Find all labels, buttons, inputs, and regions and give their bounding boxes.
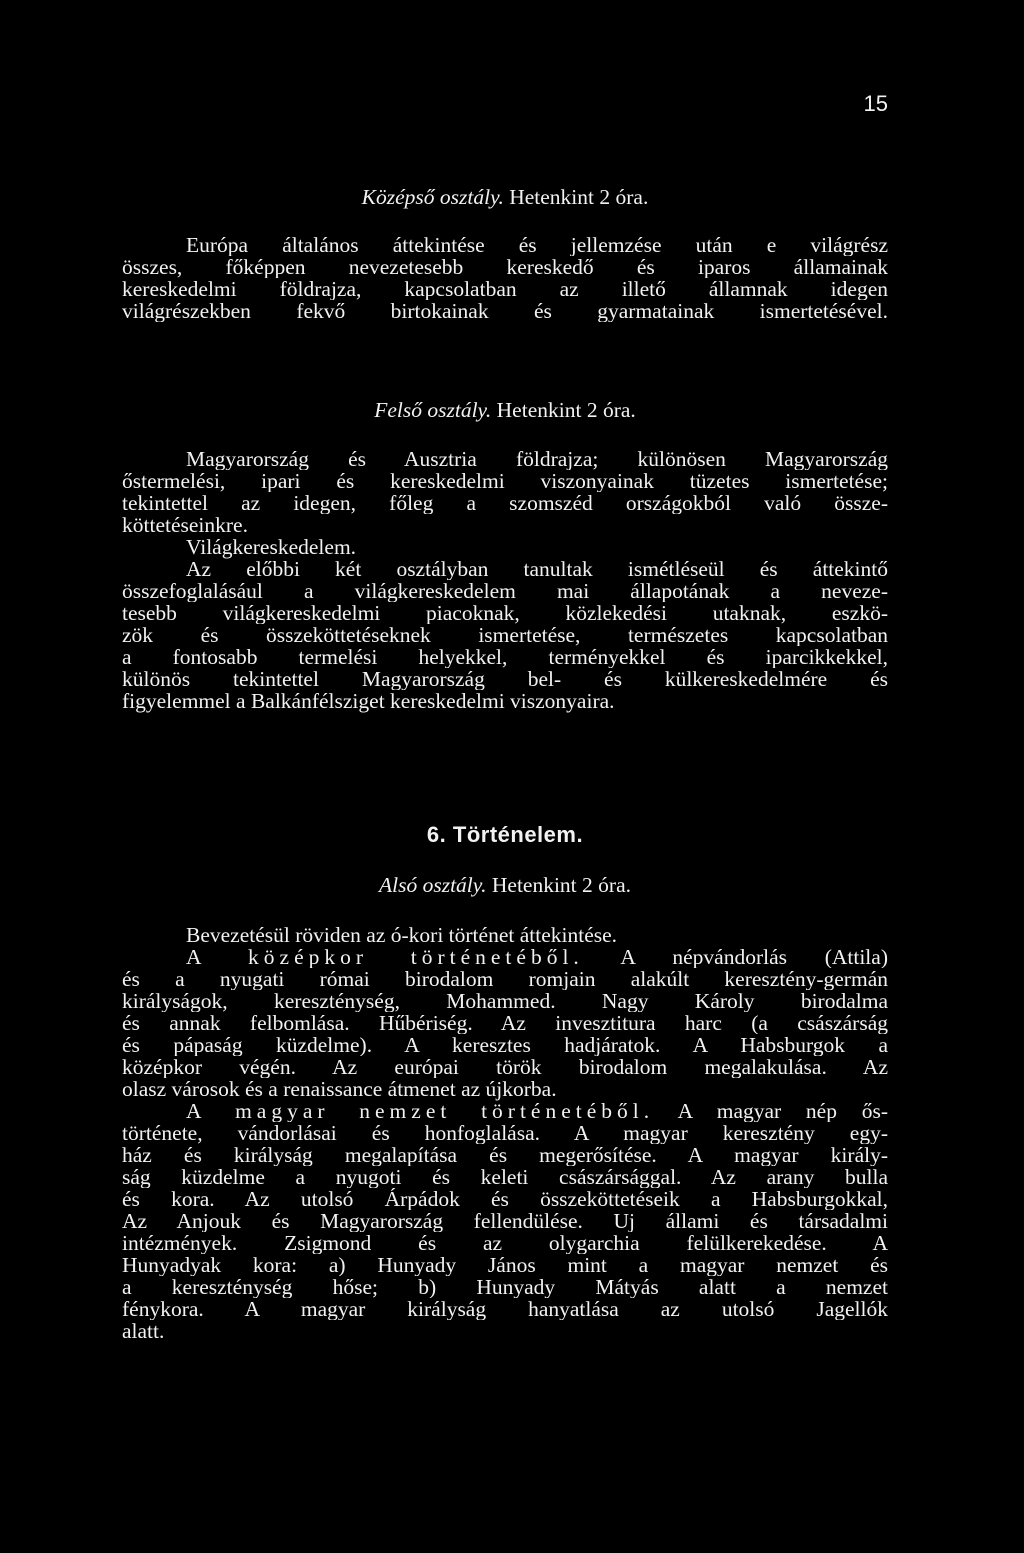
upper-class-heading — [122, 399, 888, 421]
middle-class-section — [122, 186, 888, 208]
paragraph-line: figyelemmel a Balkánfélsziget kereskedelmi viszonyaira. — [122, 689, 615, 713]
lower-class-heading — [122, 874, 888, 896]
paragraph-line: tekintettel az idegen, főleg a szomszéd országokból való össze- — [122, 492, 888, 514]
paragraph-line: a fontosabb termelési helyekkel, terményekkel és iparcikkekkel, — [122, 646, 888, 668]
page-number: 15 — [863, 91, 888, 116]
middle-class-heading-rest: Hetenkint 2 óra. — [503, 185, 649, 209]
paragraph-line: és kora. Az utolsó Árpádok és összeköttetéseik a Habsburgokkal, — [122, 1188, 888, 1210]
paragraph-line: köttetéseinkre. — [122, 513, 248, 537]
middle-class-heading-italic: Középső osztály. — [361, 185, 504, 209]
paragraph-line: világrészekben fekvő birtokainak és gyarmatainak ismertetésével. — [122, 300, 888, 322]
paragraph-line: és annak felbomlása. Hűbériség. Az invesztitura harc (a császárság — [122, 1012, 888, 1034]
paragraph-line: Bevezetésül röviden az ó-kori történet áttekintése. — [186, 923, 618, 947]
paragraph-line — [122, 1100, 888, 1122]
medieval-first-line: A népvándorlás (Attila) — [583, 946, 888, 968]
history-lower-class — [122, 874, 888, 896]
hungarian-subheading: A magyar nemzet történetéből. — [186, 1100, 655, 1122]
paragraph-line: Európa általános áttekintése és jellemzése után e világrész — [186, 234, 888, 256]
paragraph-line: olasz városok és a renaissance átmenet az újkorba. — [122, 1077, 557, 1101]
paragraph-line: Világkereskedelem. — [186, 535, 357, 559]
medieval-subheading: A középkor történetéből. — [186, 946, 584, 968]
lower-class-heading-rest: Hetenkint 2 óra. — [486, 873, 631, 897]
paragraph-line: fénykora. A magyar királyság hanyatlása az utolsó Jagellók — [122, 1298, 888, 1320]
paragraph-line: Hunyadyak kora: a) Hunyady János mint a magyar nemzet és — [122, 1254, 888, 1276]
paragraph-line: ház és királyság megalapítása és megerősítése. A magyar király- — [122, 1144, 888, 1166]
paragraph-line: és pápaság küzdelme). A keresztes hadjáratok. A Habsburgok a — [122, 1034, 888, 1056]
paragraph-line: története, vándorlásai és honfoglalása. A magyar keresztény egy- — [122, 1122, 888, 1144]
history-paragraph — [122, 924, 888, 1342]
hungarian-first-line: A magyar nép ős- — [654, 1100, 888, 1122]
paragraph-line: zök és összeköttetéseknek ismertetése, természetes kapcsolatban — [122, 624, 888, 646]
paragraph-line: összes, főképpen nevezetesebb kereskedő és iparos államainak — [122, 256, 888, 278]
paragraph-line: Az Anjouk és Magyarország fellendülése. Uj állami és társadalmi — [122, 1210, 888, 1232]
paragraph-line: királyságok, kereszténység, Mohammed. Nagy Károly birodalma — [122, 990, 888, 1012]
middle-class-paragraph — [122, 234, 888, 322]
paragraph-line: és a nyugati római birodalom romjain alakúlt keresztény-germán — [122, 968, 888, 990]
paragraph-line — [122, 946, 888, 968]
paragraph-line: középkor végén. Az európai török birodalom megalakulása. Az — [122, 1056, 888, 1078]
paragraph-line: a kereszténység hőse; b) Hunyady Mátyás alatt a nemzet — [122, 1276, 888, 1298]
paragraph-line: alatt. — [122, 1319, 165, 1343]
paragraph-line: ság küzdelme a nyugoti és keleti császársággal. Az arany bulla — [122, 1166, 888, 1188]
paragraph-line: intézmények. Zsigmond és az olygarchia felülkerekedése. A — [122, 1232, 888, 1254]
upper-class-section — [122, 399, 888, 421]
history-section — [122, 824, 888, 846]
paragraph-line: Magyarország és Ausztria földrajza; különösen Magyarország — [186, 448, 888, 470]
middle-class-heading — [122, 186, 888, 208]
paragraph-line: őstermelési, ipari és kereskedelmi viszonyainak tüzetes ismertetése; — [122, 470, 888, 492]
paragraph-line: összefoglalásául a világkereskedelem mai állapotának a neveze- — [122, 580, 888, 602]
lower-class-heading-italic: Alsó osztály. — [378, 873, 487, 897]
section-title: 6. Történelem. — [426, 822, 584, 847]
paragraph-line: Az előbbi két osztályban tanultak ismétléseül és áttekintő — [186, 558, 888, 580]
paragraph-line: tesebb világkereskedelmi piacoknak, közlekedési utaknak, eszkö- — [122, 602, 888, 624]
upper-class-paragraph — [122, 448, 888, 712]
paragraph-line: különös tekintettel Magyarország bel- és külkereskedelmére és — [122, 668, 888, 690]
upper-class-heading-italic: Felső osztály. — [374, 398, 492, 422]
paragraph-line: kereskedelmi földrajza, kapcsolatban az illető államnak idegen — [122, 278, 888, 300]
upper-class-heading-rest: Hetenkint 2 óra. — [491, 398, 636, 422]
